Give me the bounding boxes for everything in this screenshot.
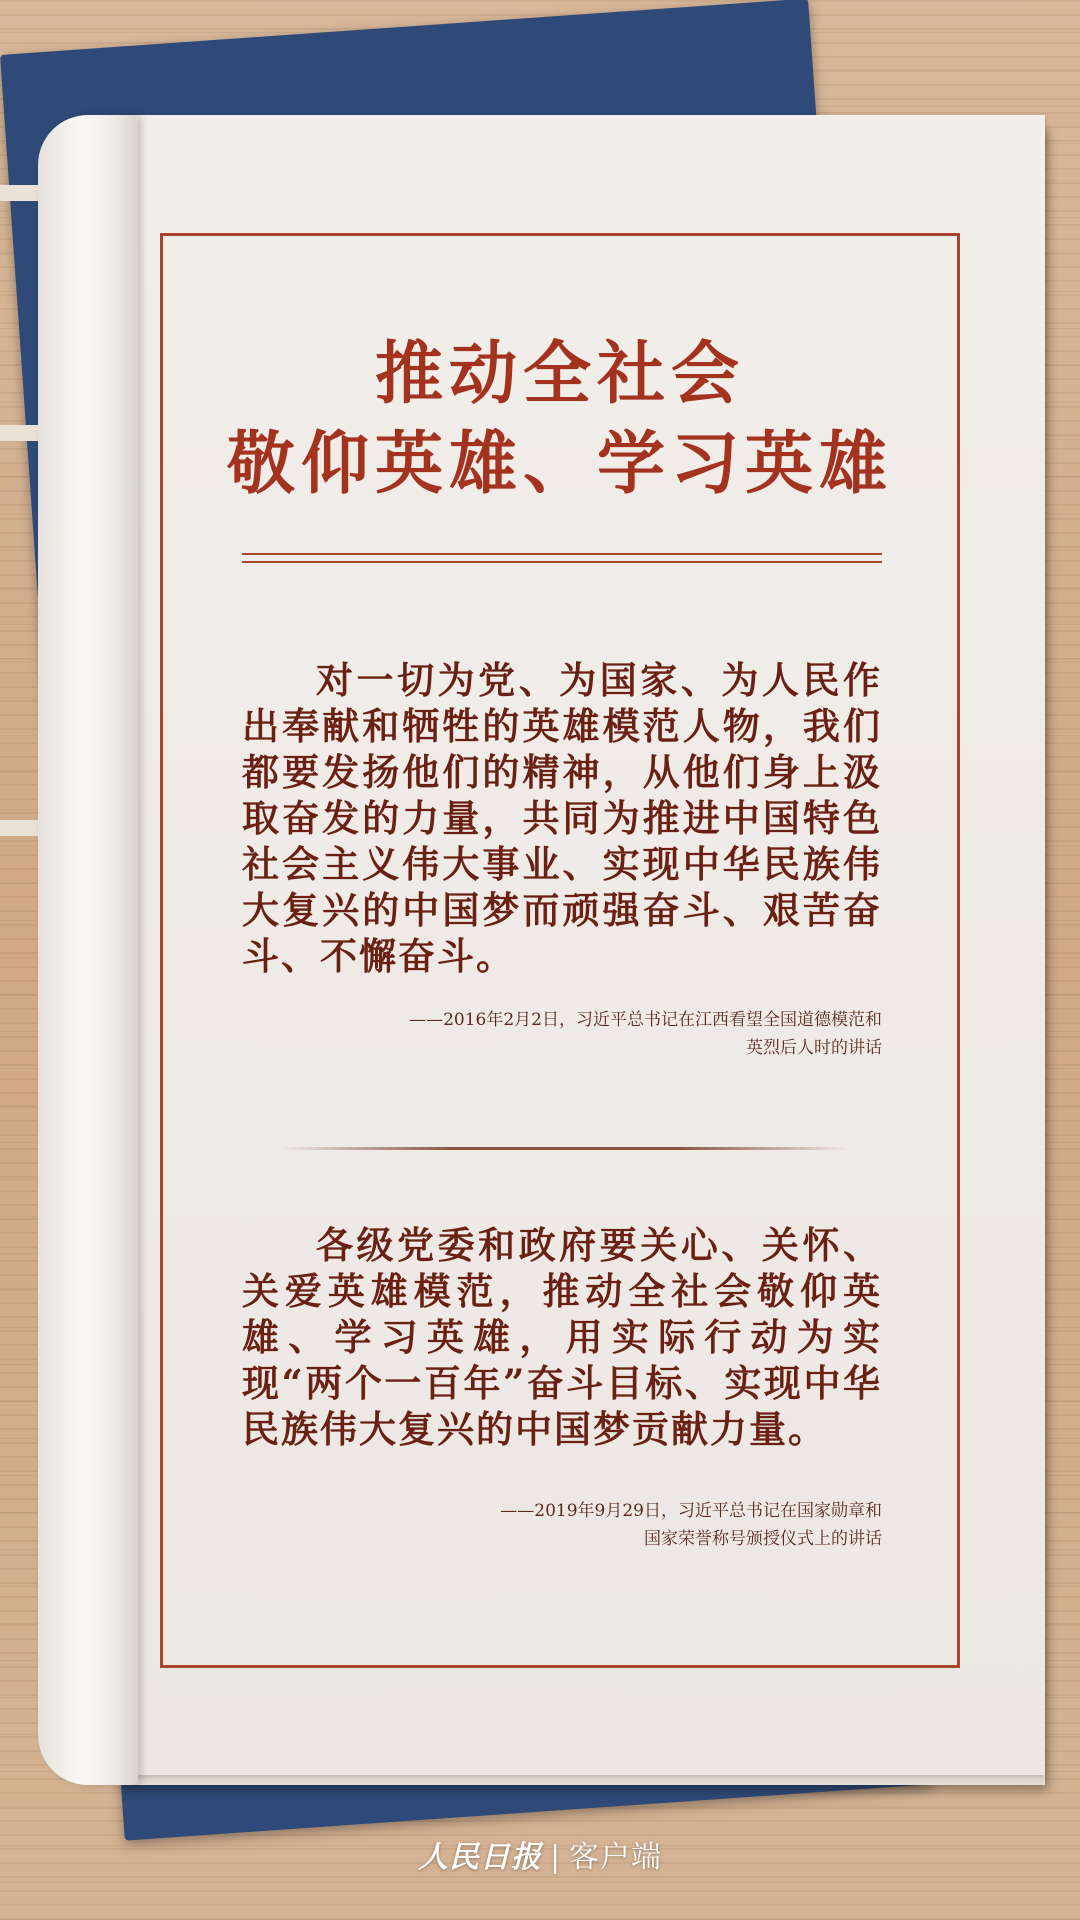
quote-1-text: 对一切为党、为国家、为人民作出奉献和牺牲的英雄模范人物，我们都要发扬他们的精神，从他们身上汲取奋发的力量，共同为推进中国特色社会主义伟大事业、实现中华民族伟大复兴的中国梦而顽强奋斗、艰苦奋斗、不懈奋斗。 bbox=[242, 658, 882, 978]
quote-2-source-line-2: 国家荣誉称号颁授仪式上的讲话 bbox=[644, 1529, 882, 1549]
peoples-daily-logo: 人民日报 bbox=[417, 1840, 542, 1875]
quote-1-source-line-2: 英烈后人时的讲话 bbox=[746, 1038, 882, 1058]
quote-2-source bbox=[242, 1497, 882, 1553]
book-binding-strip bbox=[0, 425, 40, 441]
quote-2-source-line-1: ——2019年9月29日，习近平总书记在国家勋章和 bbox=[500, 1501, 882, 1521]
page-curl bbox=[38, 115, 138, 1785]
title-divider bbox=[242, 553, 882, 563]
watermark-separator: | bbox=[549, 1840, 562, 1875]
quote-1-source-line-1: ——2016年2月2日，习近平总书记在江西看望全国道德模范和 bbox=[409, 1010, 882, 1030]
book-binding-strip bbox=[0, 820, 40, 836]
quote-1-source bbox=[242, 1006, 882, 1062]
section-divider bbox=[280, 1147, 850, 1150]
title-line-2: 敬仰英雄、学习英雄 bbox=[226, 424, 893, 504]
quote-2-text: 各级党委和政府要关心、关怀、关爱英雄模范，推动全社会敬仰英雄、学习英雄，用实际行动为实现“两个一百年”奋斗目标、实现中华民族伟大复兴的中国梦贡献力量。 bbox=[242, 1223, 882, 1451]
title-line-1: 推动全社会 bbox=[374, 334, 745, 414]
watermark bbox=[0, 1832, 1080, 1876]
book-binding-strip bbox=[0, 185, 40, 201]
watermark-label: 客户端 bbox=[569, 1840, 663, 1875]
